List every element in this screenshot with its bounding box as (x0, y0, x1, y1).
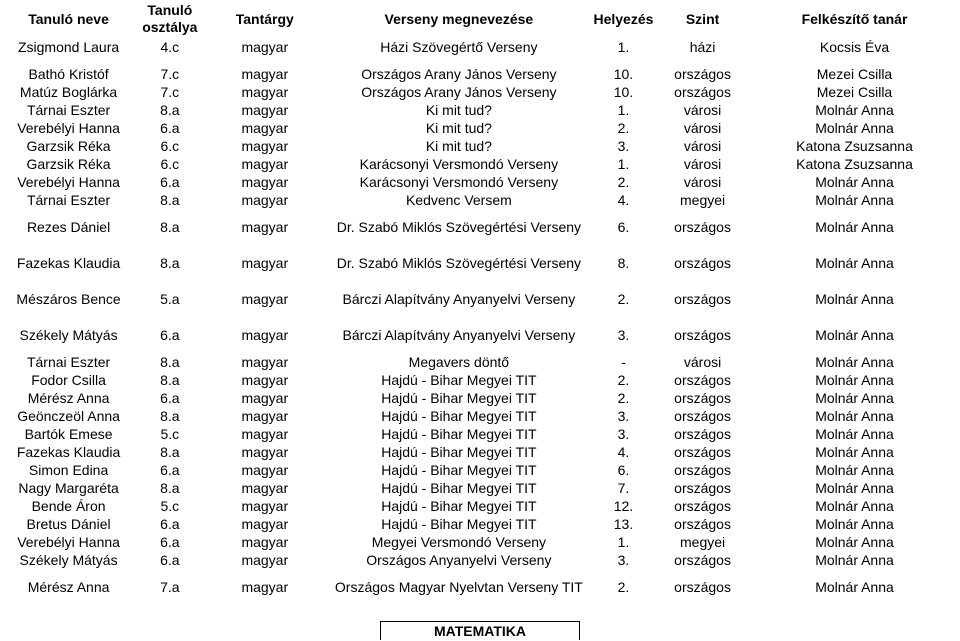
cell-teacher: Kocsis Éva (819, 39, 890, 55)
cell-event: Hajdú - Bihar Megyei TIT (381, 407, 537, 424)
cell-class: 5.c (160, 425, 180, 442)
cell-level: megyei (680, 191, 726, 208)
cell-class: 8.a (160, 101, 180, 118)
table-row (0, 407, 960, 425)
table-row (0, 497, 960, 515)
cell-event: Hajdú - Bihar Megyei TIT (381, 443, 537, 460)
cell-event: Ki mit tud? (425, 101, 492, 118)
cell-teacher: Molnár Anna (815, 290, 894, 307)
cell-place: 3. (617, 137, 630, 154)
cell-teacher: Molnár Anna (815, 533, 894, 550)
cell-class: 4.c (160, 39, 180, 55)
cell-level: országos (674, 371, 731, 388)
table-row (0, 119, 960, 137)
cell-level: városi (683, 353, 722, 370)
header-student-name: Tanuló neve (0, 0, 137, 38)
cell-name: Verebélyi Hanna (17, 119, 120, 136)
cell-teacher: Molnár Anna (815, 479, 894, 496)
cell-name: Rezes Dániel (26, 218, 111, 235)
cell-name: Zsigmond Laura (17, 39, 120, 55)
cell-name: Mérész Anna (27, 389, 110, 406)
cell-place: 2. (617, 578, 630, 595)
cell-teacher: Molnár Anna (815, 218, 894, 235)
cell-event: Hajdú - Bihar Megyei TIT (381, 461, 537, 478)
cell-level: városi (683, 137, 722, 154)
cell-teacher: Mezei Csilla (816, 65, 893, 82)
cell-name: Bende Áron (31, 497, 106, 514)
cell-subject: magyar (241, 371, 289, 388)
cell-name: Tárnai Eszter (26, 191, 111, 208)
cell-place: 1. (617, 533, 630, 550)
cell-place: 10. (613, 65, 634, 82)
table-row (0, 569, 960, 605)
cell-teacher: Molnár Anna (815, 173, 894, 190)
cell-event: Hajdú - Bihar Megyei TIT (381, 515, 537, 532)
cell-place: 8. (617, 254, 630, 271)
cell-level: országos (674, 389, 731, 406)
cell-subject: magyar (241, 389, 289, 406)
cell-place: 6. (617, 218, 630, 235)
cell-event: Országos Arany János Verseny (361, 83, 557, 100)
header-teacher: Felkészítő tanár (749, 0, 960, 38)
cell-subject: magyar (241, 551, 289, 568)
table-header-row (0, 0, 960, 38)
cell-place: 2. (617, 371, 630, 388)
table-row (0, 515, 960, 533)
cell-event: Országos Anyanyelvi Verseny (366, 551, 552, 568)
cell-event: Megyei Versmondó Verseny (371, 533, 547, 550)
cell-teacher: Molnár Anna (815, 326, 894, 343)
cell-event: Hajdú - Bihar Megyei TIT (381, 389, 537, 406)
cell-subject: magyar (241, 515, 289, 532)
cell-event: Hajdú - Bihar Megyei TIT (381, 425, 537, 442)
cell-level: országos (674, 218, 731, 235)
cell-place: 10. (613, 83, 634, 100)
cell-class: 6.a (160, 533, 180, 550)
header-level: Szint (656, 0, 749, 38)
cell-level: megyei (680, 533, 726, 550)
cell-subject: magyar (241, 119, 289, 136)
cell-class: 8.a (160, 443, 180, 460)
cell-subject: magyar (241, 578, 289, 595)
cell-place: 1. (617, 101, 630, 118)
cell-teacher: Molnár Anna (815, 497, 894, 514)
cell-event: Karácsonyi Versmondó Verseny (359, 155, 559, 172)
cell-event: Országos Arany János Verseny (361, 65, 557, 82)
table-row (0, 533, 960, 551)
cell-place: 1. (617, 39, 630, 55)
cell-event: Bárczi Alapítvány Anyanyelvi Verseny (342, 291, 576, 307)
header-subject: Tantárgy (203, 0, 327, 38)
cell-name: Székely Mátyás (19, 551, 118, 568)
cell-subject: magyar (241, 155, 289, 172)
cell-name: Geönczeöl Anna (17, 407, 120, 424)
cell-class: 6.a (160, 551, 180, 568)
cell-class: 6.a (160, 461, 180, 478)
header-competition-name: Verseny megnevezése (327, 0, 591, 38)
cell-name: Matúz Boglárka (19, 83, 118, 100)
cell-level: országos (674, 443, 731, 460)
cell-place: 4. (617, 191, 630, 208)
cell-level: országos (674, 254, 731, 271)
cell-name: Fazekas Klaudia (16, 443, 121, 460)
cell-place: 2. (617, 290, 630, 307)
cell-place: 3. (617, 407, 630, 424)
cell-subject: magyar (241, 461, 289, 478)
table-row (0, 443, 960, 461)
cell-level: országos (674, 515, 731, 532)
cell-level: városi (683, 173, 722, 190)
cell-place: 12. (613, 497, 634, 514)
table-row (0, 353, 960, 371)
cell-name: Székely Mátyás (19, 326, 118, 343)
table-row (0, 281, 960, 317)
cell-event: Ki mit tud? (425, 119, 492, 136)
cell-subject: magyar (241, 83, 289, 100)
cell-level: városi (683, 155, 722, 172)
cell-place: 3. (617, 425, 630, 442)
cell-class: 6.a (160, 119, 180, 136)
cell-subject: magyar (241, 407, 289, 424)
cell-teacher: Molnár Anna (815, 353, 894, 370)
cell-place: 4. (617, 443, 630, 460)
cell-place: 2. (617, 119, 630, 136)
cell-teacher: Molnár Anna (815, 578, 894, 595)
section-title-mathematics: MATEMATIKA (380, 621, 580, 640)
cell-event: Házi Szövegértő Verseny (380, 39, 538, 55)
table-row (0, 425, 960, 443)
cell-event: Dr. Szabó Miklós Szövegértési Verseny (336, 219, 582, 235)
cell-subject: magyar (241, 191, 289, 208)
cell-class: 8.a (160, 353, 180, 370)
cell-name: Fazekas Klaudia (16, 254, 121, 271)
cell-class: 8.a (160, 371, 180, 388)
cell-teacher: Molnár Anna (815, 407, 894, 424)
cell-subject: magyar (241, 101, 289, 118)
table-row (0, 101, 960, 119)
cell-event: Ki mit tud? (425, 137, 492, 154)
table-row (0, 209, 960, 245)
table-row (0, 38, 960, 57)
cell-event: Hajdú - Bihar Megyei TIT (381, 497, 537, 514)
cell-subject: magyar (241, 533, 289, 550)
cell-subject: magyar (241, 353, 289, 370)
cell-class: 7.c (160, 83, 180, 100)
cell-level: országos (674, 425, 731, 442)
cell-event: Kedvenc Versem (405, 191, 512, 208)
cell-teacher: Molnár Anna (815, 371, 894, 388)
cell-level: országos (674, 479, 731, 496)
cell-subject: magyar (241, 326, 289, 343)
cell-class: 7.a (160, 578, 180, 595)
cell-name: Bathó Kristóf (28, 65, 109, 82)
cell-event: Karácsonyi Versmondó Verseny (359, 173, 559, 190)
cell-event: Megavers döntő (408, 353, 510, 370)
cell-teacher: Molnár Anna (815, 254, 894, 271)
cell-subject: magyar (241, 497, 289, 514)
cell-teacher: Molnár Anna (815, 551, 894, 568)
cell-subject: magyar (241, 39, 289, 55)
cell-teacher: Molnár Anna (815, 101, 894, 118)
cell-event: Hajdú - Bihar Megyei TIT (381, 479, 537, 496)
cell-teacher: Katona Zsuzsanna (796, 137, 913, 154)
cell-class: 6.a (160, 326, 180, 343)
cell-teacher: Molnár Anna (815, 389, 894, 406)
cell-subject: magyar (241, 254, 289, 271)
cell-class: 8.a (160, 254, 180, 271)
cell-name: Garzsik Réka (26, 137, 111, 154)
cell-level: házi (689, 39, 716, 55)
table-row (0, 551, 960, 569)
cell-level: országos (674, 65, 731, 82)
cell-class: 6.c (160, 137, 180, 154)
table-row (0, 155, 960, 173)
cell-name: Bretus Dániel (26, 515, 111, 532)
cell-teacher: Molnár Anna (815, 191, 894, 208)
cell-level: országos (674, 461, 731, 478)
spacer-row (0, 57, 960, 65)
cell-place: 7. (617, 479, 630, 496)
header-student-class: Tanuló osztálya (137, 0, 202, 38)
cell-place: 1. (617, 155, 630, 172)
cell-event: Hajdú - Bihar Megyei TIT (381, 371, 537, 388)
cell-level: városi (683, 119, 722, 136)
cell-level: városi (683, 101, 722, 118)
cell-class: 6.a (160, 515, 180, 532)
cell-class: 8.a (160, 218, 180, 235)
table-row (0, 317, 960, 353)
cell-teacher: Molnár Anna (815, 515, 894, 532)
cell-class: 6.c (160, 155, 180, 172)
cell-name: Simon Edina (28, 461, 109, 478)
cell-subject: magyar (241, 443, 289, 460)
cell-level: országos (674, 551, 731, 568)
cell-level: országos (674, 290, 731, 307)
header-placement: Helyezés (591, 0, 656, 38)
cell-name: Verebélyi Hanna (17, 173, 120, 190)
cell-place: 13. (613, 515, 634, 532)
table-row (0, 173, 960, 191)
cell-place: 2. (617, 389, 630, 406)
cell-teacher: Molnár Anna (815, 443, 894, 460)
cell-subject: magyar (241, 290, 289, 307)
table-row (0, 371, 960, 389)
cell-place: 3. (617, 551, 630, 568)
cell-class: 5.a (160, 290, 180, 307)
cell-teacher: Mezei Csilla (816, 83, 893, 100)
cell-class: 8.a (160, 407, 180, 424)
cell-subject: magyar (241, 137, 289, 154)
cell-name: Tárnai Eszter (26, 353, 111, 370)
cell-level: országos (674, 497, 731, 514)
cell-teacher: Molnár Anna (815, 425, 894, 442)
cell-class: 6.a (160, 389, 180, 406)
cell-place: 3. (617, 326, 630, 343)
table-row (0, 65, 960, 83)
cell-name: Fodor Csilla (31, 371, 106, 388)
table-row (0, 83, 960, 101)
cell-teacher: Molnár Anna (815, 461, 894, 478)
table-row (0, 137, 960, 155)
section-footer (0, 621, 960, 640)
cell-place: 6. (617, 461, 630, 478)
cell-event: Bárczi Alapítvány Anyanyelvi Verseny (342, 327, 576, 343)
table-row (0, 479, 960, 497)
cell-level: országos (674, 578, 731, 595)
cell-name: Garzsik Réka (26, 155, 111, 172)
cell-subject: magyar (241, 173, 289, 190)
cell-name: Mészáros Bence (16, 290, 121, 307)
cell-class: 5.c (160, 497, 180, 514)
cell-event: Dr. Szabó Miklós Szövegértési Verseny (336, 255, 582, 271)
cell-level: országos (674, 83, 731, 100)
cell-place: - (621, 353, 626, 370)
cell-class: 6.a (160, 173, 180, 190)
cell-level: országos (674, 407, 731, 424)
table-row (0, 191, 960, 209)
cell-teacher: Katona Zsuzsanna (796, 155, 913, 172)
cell-name: Tárnai Eszter (26, 101, 111, 118)
cell-name: Bartók Emese (24, 425, 113, 442)
cell-place: 2. (617, 173, 630, 190)
cell-event: Országos Magyar Nyelvtan Verseny TIT (334, 579, 583, 595)
cell-name: Mérész Anna (27, 578, 110, 595)
cell-name: Verebélyi Hanna (17, 533, 120, 550)
table-row (0, 461, 960, 479)
cell-subject: magyar (241, 218, 289, 235)
cell-class: 8.a (160, 479, 180, 496)
cell-name: Nagy Margaréta (18, 479, 119, 496)
cell-class: 8.a (160, 191, 180, 208)
table-row (0, 245, 960, 281)
table-row (0, 389, 960, 407)
cell-teacher: Molnár Anna (815, 119, 894, 136)
cell-subject: magyar (241, 479, 289, 496)
cell-level: országos (674, 326, 731, 343)
cell-subject: magyar (241, 425, 289, 442)
cell-subject: magyar (241, 65, 289, 82)
cell-class: 7.c (160, 65, 180, 82)
